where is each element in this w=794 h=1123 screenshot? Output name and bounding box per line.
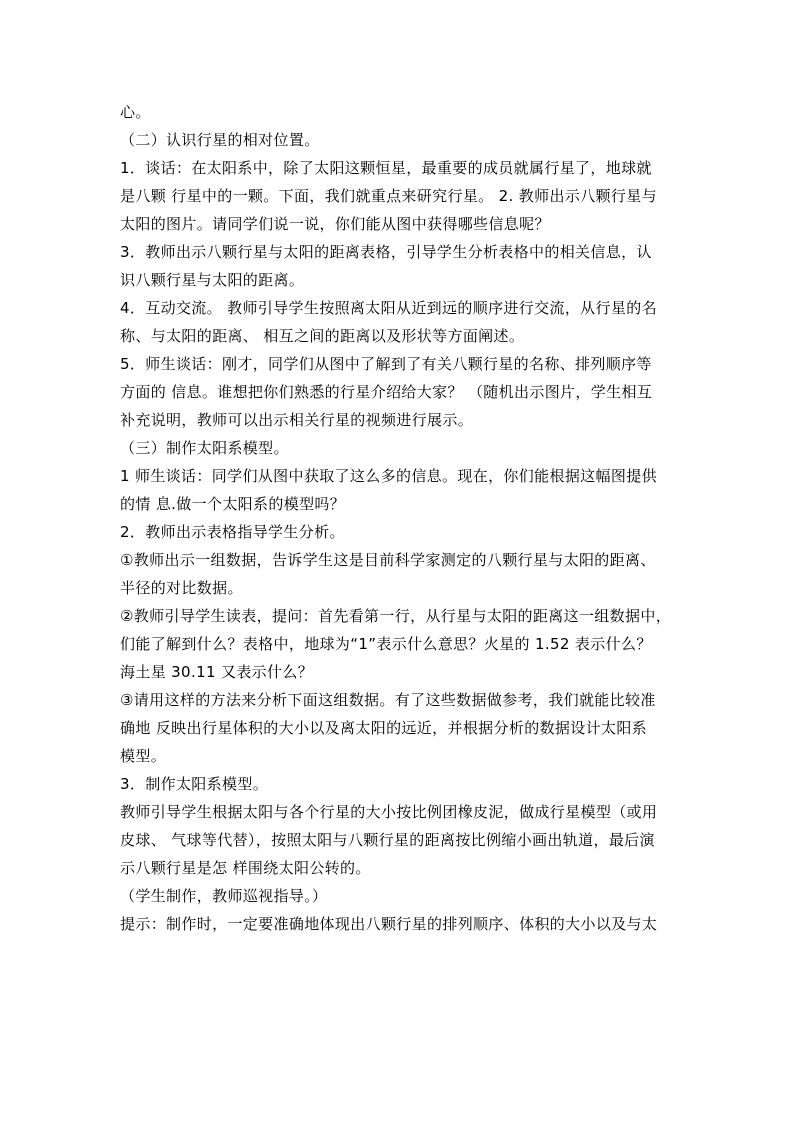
text-line: 5．师生谈话：刚才，同学们从图中了解到了有关八颗行星的名称、排列顺序等 <box>120 355 652 373</box>
text-line: 1 师生谈话：同学们从图中获取了这么多的信息。现在，你们能根据这幅图提供 <box>120 467 657 485</box>
text-line: ③请用这样的方法来分析下面这组数据。有了这些数据做参考，我们就能比较准 <box>120 691 656 709</box>
text-line: 教师引导学生根据太阳与各个行星的大小按比例团橡皮泥，做成行星模型（或用 <box>120 803 658 821</box>
text-line: （学生制作，教师巡视指导。） <box>120 887 328 905</box>
text-line: 心。 <box>120 103 151 121</box>
text-line: 们能了解到什么？表格中，地球为“1”表示什么意思？火星的 1.52 表示什么？ <box>120 635 652 653</box>
text-line: 1．谈话：在太阳系中，除了太阳这颗恒星，最重要的成员就属行星了，地球就 <box>120 159 652 177</box>
text-line: 太阳的图片。请同学们说一说，你们能从图中获得哪些信息呢？ <box>120 215 550 233</box>
text-line: 提示：制作时，一定要准确地体现出八颗行星的排列顺序、体积的大小以及与太 <box>120 915 658 933</box>
text-line: 方面的 信息。谁想把你们熟悉的行星介绍给大家？ （随机出示图片，学生相互 <box>120 383 653 401</box>
text-line: 示八颗行星是怎 样围绕太阳公转的。 <box>120 859 371 877</box>
text-line: 海土星 30.11 又表示什么？ <box>120 663 314 681</box>
text-line: 3．制作太阳系模型。 <box>120 775 269 793</box>
text-line: 半径的对比数据。 <box>120 579 243 597</box>
text-line: 识八颗行星与太阳的距离。 <box>120 271 305 289</box>
text-line: 确地 反映出行星体积的大小以及离太阳的远近，并根据分析的数据设计太阳系 <box>120 719 648 737</box>
text-line: 4．互动交流。 教师引导学生按照离太阳从近到远的顺序进行交流，从行星的名 <box>120 299 657 317</box>
text-line: ①教师出示一组数据，告诉学生这是目前科学家测定的八颗行星与太阳的距离、 <box>120 551 656 569</box>
section-heading: （二）认识行星的相对位置。 <box>120 131 320 149</box>
text-line: ②教师引导学生读表，提问：首先看第一行，从行星与太阳的距离这一组数据中， <box>120 607 672 625</box>
text-line: 2．教师出示表格指导学生分析。 <box>120 523 345 541</box>
text-line: 皮球、 气球等代替），按照太阳与八颗行星的距离按比例缩小画出轨道，最后演 <box>120 831 655 849</box>
text-line: 是八颗 行星中的一颗。下面，我们就重点来研究行星。 2. 教师出示八颗行星与 <box>120 187 657 205</box>
text-line: 称、与太阳的距离、 相互之间的距离以及形状等方面阐述。 <box>120 327 525 345</box>
document-page <box>120 98 680 938</box>
text-line: 补充说明，教师可以出示相关行星的视频进行展示。 <box>120 411 474 429</box>
section-heading: （三）制作太阳系模型。 <box>120 439 289 457</box>
text-line: 模型。 <box>120 747 167 765</box>
text-line: 的情 息.做一个太阳系的模型吗？ <box>120 495 346 513</box>
text-line: 3．教师出示八颗行星与太阳的距离表格，引导学生分析表格中的相关信息，认 <box>120 243 652 261</box>
